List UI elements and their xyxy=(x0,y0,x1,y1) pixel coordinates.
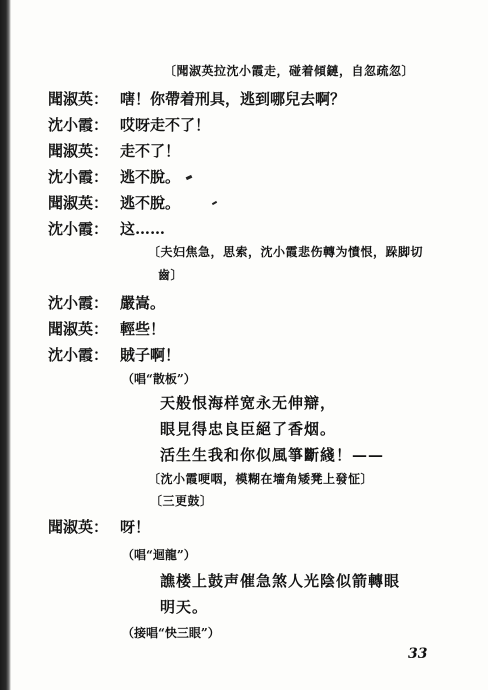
speaker-name: 沈小霞： xyxy=(48,294,109,312)
verse-line: 譙楼上鼓声催急煞人光陰似箭轉眼 xyxy=(160,572,401,590)
speech-text: 賊子啊！ xyxy=(120,346,181,364)
speech-text: 逃不脫。 xyxy=(120,194,181,212)
speaker-name: 沈小霞： xyxy=(48,116,109,134)
dialogue-line xyxy=(48,140,180,161)
speech-text: 呀！ xyxy=(120,518,151,536)
dialogue-line xyxy=(48,318,165,339)
dialogue-line xyxy=(48,166,180,187)
dialogue-line xyxy=(48,114,210,135)
speaker-name: 沈小霞： xyxy=(48,220,109,238)
verse-line: 眼見得忠良臣絕了香烟。 xyxy=(160,420,337,438)
dialogue-line xyxy=(48,516,150,537)
dialogue-line xyxy=(48,192,180,213)
speaker-name: 聞淑英： xyxy=(48,518,109,536)
speaker-name: 沈小霞： xyxy=(48,168,109,186)
speech-text: 嗐！你帶着刑具，逃到哪兒去啊？ xyxy=(120,90,346,108)
dialogue-line xyxy=(48,344,180,365)
speaker-name: 沈小霞： xyxy=(48,346,109,364)
speech-text: 走不了！ xyxy=(120,142,181,160)
dialogue-line xyxy=(48,88,345,109)
verse-line: 明天。 xyxy=(160,598,209,616)
stage-direction: 〔夫妇焦急，思索，沈小霞悲伤轉为憤恨，跺脚切 xyxy=(148,245,424,259)
speaker-name: 聞淑英： xyxy=(48,142,109,160)
speech-text: 这…… xyxy=(120,220,166,238)
speaker-name: 聞淑英： xyxy=(48,90,109,108)
speech-text: 逃不脫。 xyxy=(120,168,181,186)
speech-text: 輕些！ xyxy=(120,320,166,338)
ink-speck xyxy=(212,201,217,205)
page-number: 33 xyxy=(408,646,428,662)
stage-direction: 〔三更鼓〕 xyxy=(150,494,213,508)
speaker-name: 聞淑英： xyxy=(48,194,109,212)
verse-line: 天般恨海样宽永无伸辯， xyxy=(160,394,337,412)
dialogue-line xyxy=(48,292,165,313)
ink-speck xyxy=(186,175,193,180)
speaker-name: 聞淑英： xyxy=(48,320,109,338)
singing-cue: （唱“迴龍”） xyxy=(122,548,196,562)
page-binding-edge xyxy=(0,0,11,690)
singing-cue: （唱“散板”） xyxy=(122,372,196,386)
verse-line: 活生生我和你似風箏斷綫！—— xyxy=(160,446,385,464)
stage-direction: 齒〕 xyxy=(158,268,184,282)
stage-direction: 〔沈小霞哽咽，模糊在墻角矮凳上發怔〕 xyxy=(148,472,374,486)
dialogue-line xyxy=(48,218,165,239)
stage-direction: 〔聞淑英拉沈小霞走，碰着傾鏈，自忽疏忽〕 xyxy=(164,64,415,78)
singing-cue: （接唱“快三眼”） xyxy=(122,626,220,640)
speech-text: 嚴嵩。 xyxy=(120,294,166,312)
speech-text: 哎呀走不了！ xyxy=(120,116,211,134)
